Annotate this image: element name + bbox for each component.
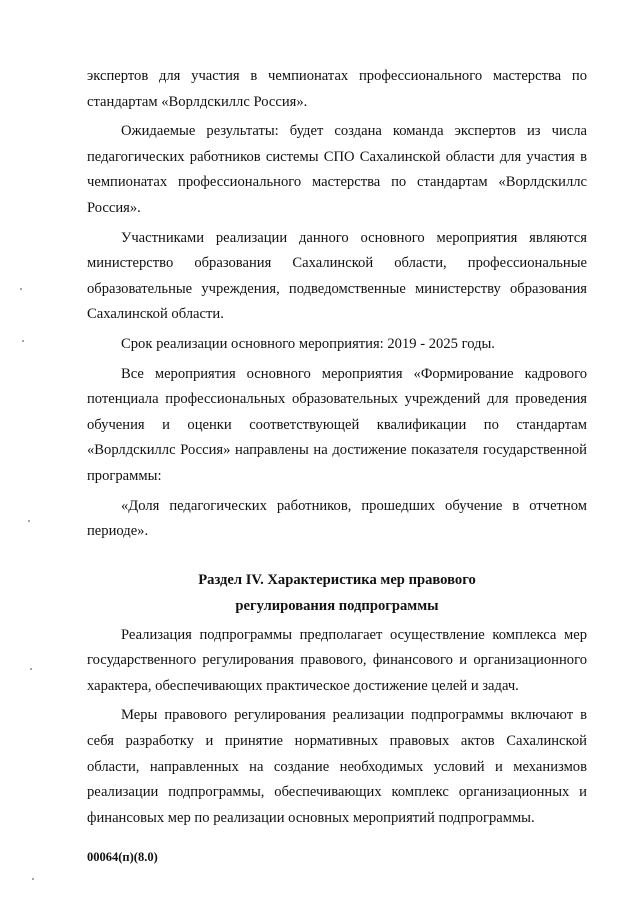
paragraph-expected-results: Ожидаемые результаты: будет создана команда экспертов из числа педагогических работников системы СПО Сахалинской области для участия в чемпионатах профессионального мастерства по стандартам «Ворлдскиллс Россия». xyxy=(87,123,587,216)
scan-speck xyxy=(30,668,32,670)
paragraph-legal-measures: Меры правового регулирования реализации подпрограммы включают в себя разработку и принятие нормативных правовых актов Сахалинской области, направленных на создание необходимых условий и механизмов реализации подпрограммы, обеспечивающих комплекс организационных и финансовых мер по реализации основных мероприятий подпрограммы. xyxy=(87,707,587,826)
paragraph-implementation: Реализация подпрограммы предполагает осуществление комплекса мер государственного регулирования правового, финансового и организационного характера, обеспечивающих практическое достижение целей и задач. xyxy=(87,626,587,694)
section-heading-line1: Раздел IV. Характеристика мер правового xyxy=(198,571,476,588)
scan-speck xyxy=(28,520,30,522)
scan-speck xyxy=(22,340,24,342)
document-body xyxy=(87,64,587,835)
paragraph-activities: Все мероприятия основного мероприятия «Формирование кадрового потенциала профессиональных образовательных учреждений для проведения обучения и оценки соответствующей квалификации по стандартам «Ворлдскиллс Россия» направлены на достижение показателя государственной программы: xyxy=(87,365,587,484)
scan-speck xyxy=(20,288,22,290)
section-heading xyxy=(87,567,587,619)
paragraph-indicator: «Доля педагогических работников, прошедших обучение в отчетном периоде». xyxy=(87,497,587,540)
section-heading-line2: регулирования подпрограммы xyxy=(235,597,439,614)
paragraph-timeline: Срок реализации основного мероприятия: 2019 - 2025 годы. xyxy=(121,335,495,352)
scan-speck xyxy=(32,878,34,880)
footer-document-code: 00064(п)(8.0) xyxy=(87,850,158,864)
paragraph-continuation: экспертов для участия в чемпионатах профессионального мастерства по стандартам «Ворлдскиллс Россия». xyxy=(87,68,587,110)
paragraph-participants: Участниками реализации данного основного мероприятия являются министерство образования Сахалинской области, профессиональные образовательные учреждения, подведомственные министерству образования Сахалинской области. xyxy=(87,229,587,323)
